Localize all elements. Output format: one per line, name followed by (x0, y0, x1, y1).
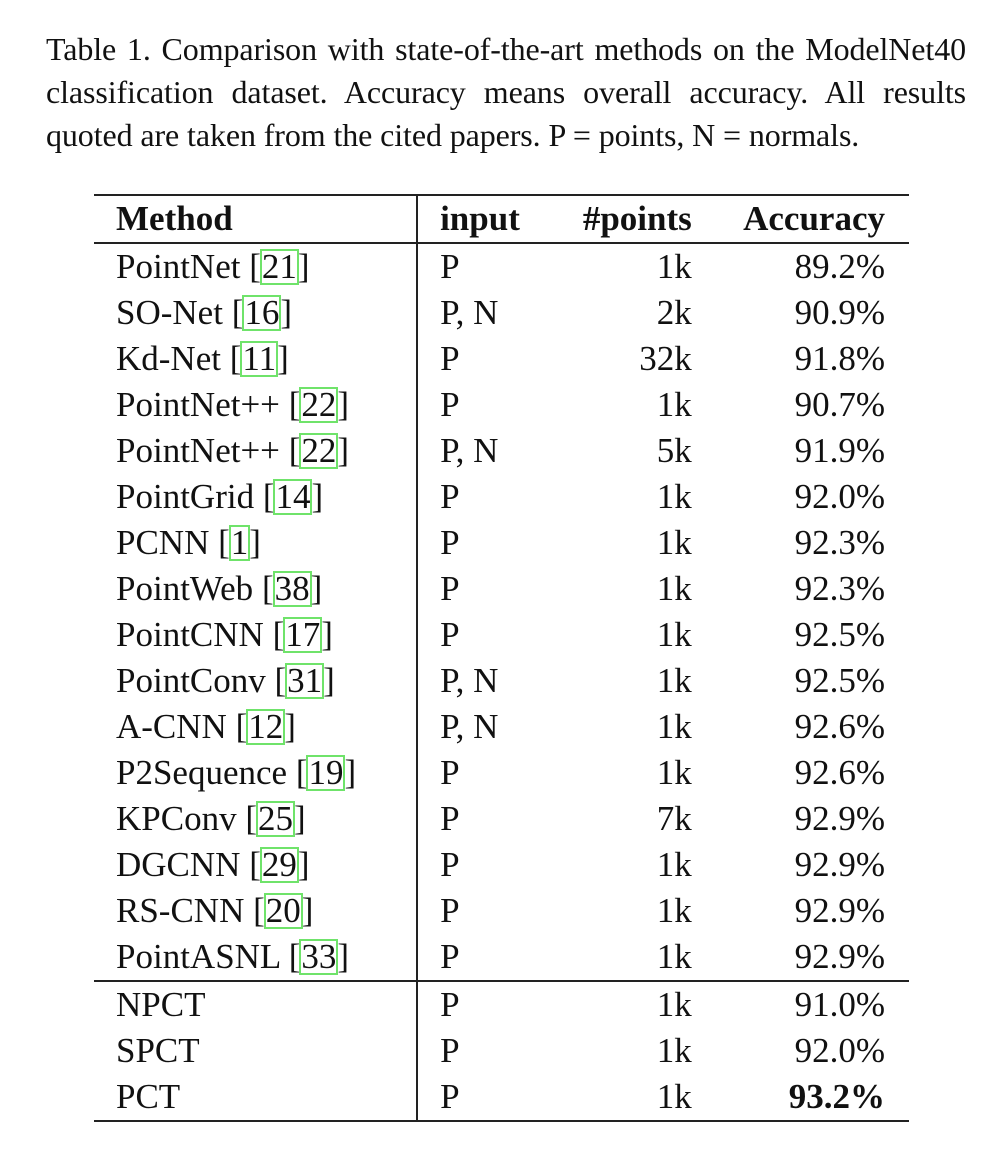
accuracy-cell: 92.9% (794, 891, 885, 930)
accuracy-cell: 92.6% (794, 753, 885, 792)
input-cell: P, N (417, 428, 555, 474)
method-name: PointNet (116, 247, 241, 286)
input-cell: P (417, 888, 555, 934)
accuracy-cell: 91.8% (794, 339, 885, 378)
method-cell: PointGrid [14] (116, 477, 324, 516)
points-cell: 2k (656, 293, 692, 332)
method-cell: PointCNN [17] (116, 615, 333, 654)
method-name: PCNN (116, 523, 210, 562)
method-name: PointGrid (116, 477, 255, 516)
header-input: input (417, 195, 555, 243)
points-cell: 1k (656, 523, 692, 562)
method-cell: PointNet++ [22] (116, 431, 349, 470)
method-cell: PointConv [31] (116, 661, 335, 700)
citation-link[interactable]: 17 (285, 615, 321, 654)
input-cell: P (417, 842, 555, 888)
table-row (94, 243, 909, 290)
table-row (94, 1074, 909, 1121)
method-name: PointConv (116, 661, 266, 700)
accuracy-cell: 92.5% (794, 661, 885, 700)
table-row (94, 981, 909, 1028)
points-cell: 1k (656, 569, 692, 608)
method-cell: P2Sequence [19] (116, 753, 357, 792)
points-cell: 1k (656, 615, 692, 654)
accuracy-cell: 92.9% (794, 799, 885, 838)
input-cell: P (417, 1028, 555, 1074)
input-cell: P (417, 612, 555, 658)
table-row (94, 336, 909, 382)
points-cell: 1k (656, 385, 692, 424)
input-cell: P (417, 474, 555, 520)
input-cell: P (417, 796, 555, 842)
table-row (94, 658, 909, 704)
citation-link[interactable]: 25 (258, 799, 293, 838)
citation-link[interactable]: 1 (230, 523, 249, 562)
method-cell: PointWeb [38] (116, 569, 323, 608)
points-cell: 1k (656, 1031, 692, 1070)
method-name: KPConv (116, 799, 237, 838)
method-cell: DGCNN [29] (116, 845, 310, 884)
citation-link[interactable]: 14 (275, 477, 311, 516)
method-name: PointNet++ (116, 431, 280, 470)
results-table (94, 194, 909, 1122)
table-row (94, 842, 909, 888)
caption-text: Table 1. Comparison with state-of-the-art methods on the ModelNet40 classification dataset. Accuracy means overall accuracy. All results quoted are taken from the cited papers. P = points, N = normals. (46, 31, 966, 153)
accuracy-cell: 92.3% (794, 569, 885, 608)
points-cell: 1k (656, 247, 692, 286)
input-cell: P (417, 520, 555, 566)
method-cell: PointNet++ [22] (116, 385, 349, 424)
method-cell: PCNN [1] (116, 523, 261, 562)
method-cell: A-CNN [12] (116, 707, 296, 746)
method-cell: KPConv [25] (116, 799, 306, 838)
table-row (94, 796, 909, 842)
input-cell: P (417, 243, 555, 290)
citation-link[interactable]: 31 (287, 661, 323, 700)
input-cell: P (417, 382, 555, 428)
table-row (94, 612, 909, 658)
accuracy-cell: 92.0% (794, 1031, 885, 1070)
input-cell: P, N (417, 704, 555, 750)
points-cell: 1k (656, 477, 692, 516)
method-cell: NPCT (94, 981, 417, 1028)
citation-link[interactable]: 22 (301, 431, 337, 470)
accuracy-cell: 91.9% (794, 431, 885, 470)
points-cell: 1k (656, 937, 692, 976)
citation-link[interactable]: 16 (244, 293, 280, 332)
header-method: Method (94, 195, 417, 243)
accuracy-cell: 93.2% (692, 1074, 909, 1121)
points-cell: 32k (639, 339, 692, 378)
table-caption (46, 28, 966, 157)
method-name: PointWeb (116, 569, 254, 608)
citation-link[interactable]: 20 (265, 891, 301, 930)
table-row (94, 290, 909, 336)
citation-link[interactable]: 22 (301, 385, 337, 424)
points-cell: 1k (656, 891, 692, 930)
table-row (94, 934, 909, 981)
citation-link[interactable]: 11 (242, 339, 277, 378)
points-cell: 1k (555, 981, 691, 1028)
points-cell: 1k (656, 753, 692, 792)
table-row (94, 428, 909, 474)
method-name: DGCNN (116, 845, 241, 884)
accuracy-cell: 92.6% (794, 707, 885, 746)
table-row (94, 704, 909, 750)
accuracy-cell: 92.0% (794, 477, 885, 516)
method-cell: Kd-Net [11] (116, 339, 289, 378)
input-cell: P, N (417, 658, 555, 704)
accuracy-cell: 92.5% (794, 615, 885, 654)
citation-link[interactable]: 12 (248, 707, 284, 746)
points-cell: 1k (555, 1074, 691, 1121)
accuracy-cell: 90.7% (794, 385, 885, 424)
header-points: #points (555, 195, 691, 243)
accuracy-cell: 91.0% (692, 981, 909, 1028)
input-cell: P (417, 336, 555, 382)
accuracy-cell: 92.9% (794, 937, 885, 976)
citation-link[interactable]: 19 (308, 753, 344, 792)
input-cell: P (417, 750, 555, 796)
points-cell: 5k (656, 431, 692, 470)
table-row (94, 1028, 909, 1074)
points-cell: 1k (656, 845, 692, 884)
method-name: PointNet++ (116, 385, 280, 424)
table-body (94, 243, 909, 1121)
method-name: PointASNL (116, 937, 281, 976)
input-cell: P, N (417, 290, 555, 336)
accuracy-cell: 89.2% (794, 247, 885, 286)
method-name: P2Sequence (116, 753, 288, 792)
citation-link[interactable]: 21 (261, 247, 297, 286)
method-name: Kd-Net (116, 339, 221, 378)
method-cell: RS-CNN [20] (116, 891, 314, 930)
method-cell: PointASNL [33] (116, 937, 350, 976)
method-name: A-CNN (116, 707, 227, 746)
input-cell: P (417, 566, 555, 612)
table-row (94, 750, 909, 796)
accuracy-cell: 90.9% (794, 293, 885, 332)
table-header-row (94, 195, 909, 243)
accuracy-cell: 92.9% (794, 845, 885, 884)
method-name: SO-Net (116, 293, 223, 332)
citation-link[interactable]: 29 (261, 845, 297, 884)
method-cell: PointNet [21] (116, 247, 310, 286)
table-row (94, 566, 909, 612)
method-cell: SPCT (116, 1031, 200, 1070)
points-cell: 1k (656, 661, 692, 700)
method-cell: PCT (94, 1074, 417, 1121)
points-cell: 7k (656, 799, 692, 838)
points-cell: 1k (656, 707, 692, 746)
input-cell: P (417, 1074, 555, 1121)
method-cell: SO-Net [16] (116, 293, 292, 332)
input-cell: P (417, 981, 555, 1028)
table-row (94, 888, 909, 934)
method-name: RS-CNN (116, 891, 245, 930)
table-row (94, 520, 909, 566)
header-accuracy: Accuracy (692, 195, 909, 243)
accuracy-cell: 92.3% (794, 523, 885, 562)
citation-link[interactable]: 33 (301, 937, 337, 976)
input-cell: P (417, 934, 555, 981)
table-row (94, 474, 909, 520)
citation-link[interactable]: 38 (274, 569, 310, 608)
table-row (94, 382, 909, 428)
method-name: PointCNN (116, 615, 264, 654)
